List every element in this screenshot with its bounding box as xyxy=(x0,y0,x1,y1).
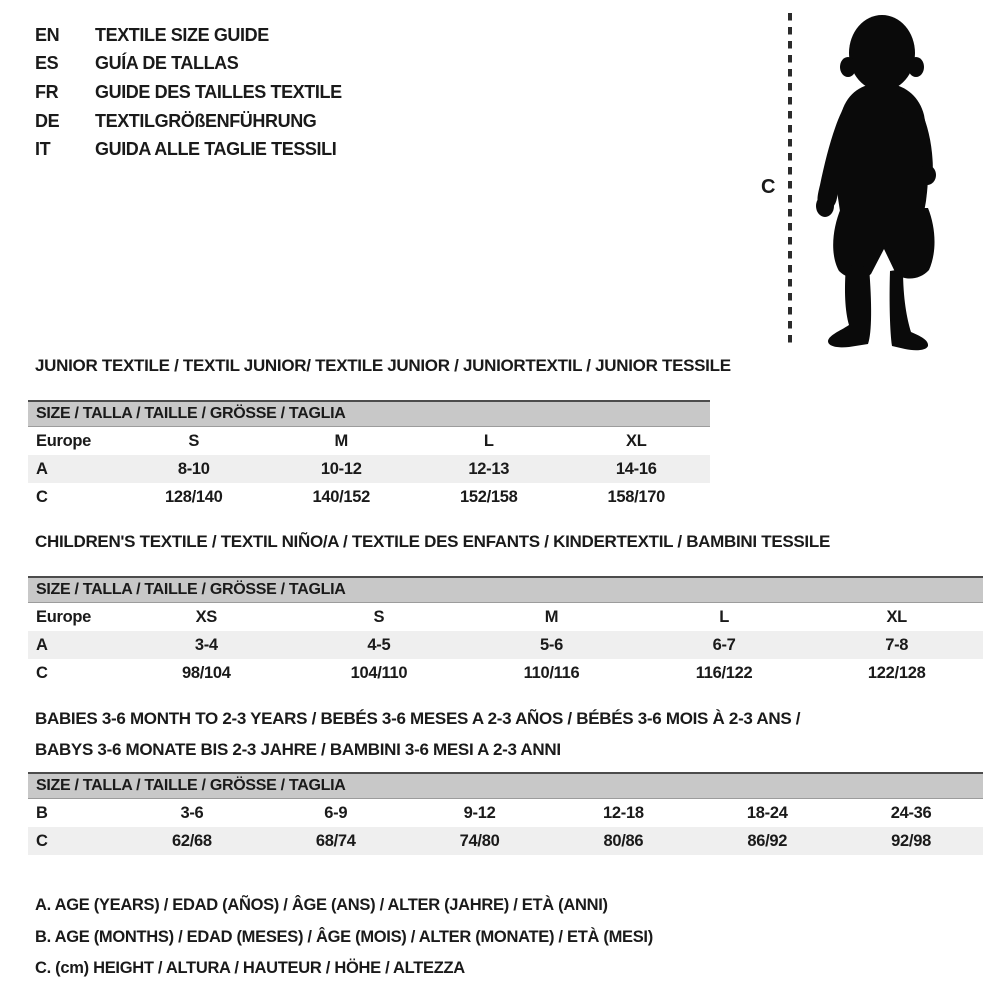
footnote-a: A. AGE (YEARS) / EDAD (AÑOS) / ÂGE (ANS) / ALTER (JAHRE) / ETÀ (ANNI) xyxy=(35,896,608,914)
language-label: TEXTILGRÖßENFÜHRUNG xyxy=(95,110,317,131)
table-row xyxy=(28,455,710,483)
cell: 5-6 xyxy=(540,635,563,654)
language-row-fr xyxy=(35,78,342,107)
cell: 10-12 xyxy=(320,459,362,478)
table-row xyxy=(28,799,983,828)
babies-title-line-2: BABYS 3-6 MONATE BIS 2-3 JAHRE / BAMBINI 3-6 MESI A 2-3 ANNI xyxy=(35,740,561,759)
cell: 8-10 xyxy=(177,459,210,478)
cell: 158/170 xyxy=(607,487,666,506)
cell: 98/104 xyxy=(181,663,231,682)
cell: S xyxy=(373,607,385,626)
row-label: C xyxy=(36,831,48,850)
row-label: A xyxy=(36,459,48,478)
table-row xyxy=(28,631,983,659)
language-row-en xyxy=(35,21,342,50)
footnote-c: C. (cm) HEIGHT / ALTURA / HAUTEUR / HÖHE / ALTEZZA xyxy=(35,959,465,977)
table-row xyxy=(28,603,983,632)
cell: 12-13 xyxy=(468,459,510,478)
toddler-silhouette-shape xyxy=(816,15,936,350)
language-label: GUIDE DES TAILLES TEXTILE xyxy=(95,81,342,102)
language-label: TEXTILE SIZE GUIDE xyxy=(95,24,269,45)
cell: 80/86 xyxy=(603,831,644,850)
row-label: Europe xyxy=(36,607,92,626)
row-label: A xyxy=(36,635,48,654)
footnote-b: B. AGE (MONTHS) / EDAD (MESES) / ÂGE (MOIS) / ALTER (MONATE) / ETÀ (MESI) xyxy=(35,927,653,946)
cell: 14-16 xyxy=(615,459,657,478)
cell: 68/74 xyxy=(315,831,356,850)
language-row-it xyxy=(35,135,342,164)
cell: M xyxy=(544,607,559,626)
table-row xyxy=(28,827,983,855)
cell: 18-24 xyxy=(746,803,788,822)
babies-section-title xyxy=(35,703,800,765)
cell: 6-7 xyxy=(712,635,736,654)
toddler-silhouette-icon xyxy=(745,3,995,353)
cell: L xyxy=(483,431,494,450)
cell: 110/116 xyxy=(523,663,580,682)
table-row xyxy=(28,659,983,687)
children-size-table xyxy=(28,576,983,687)
language-row-es xyxy=(35,50,342,79)
cell: 140/152 xyxy=(312,487,371,506)
language-row-de xyxy=(35,107,342,136)
babies-title-line-1: BABIES 3-6 MONTH TO 2-3 YEARS / BEBÉS 3-6 MESES A 2-3 AÑOS / BÉBÉS 3-6 MOIS À 2-3 ANS / xyxy=(35,709,801,728)
cell: 122/128 xyxy=(867,663,926,682)
row-label: C xyxy=(36,487,48,506)
table-row xyxy=(28,427,710,456)
footnotes xyxy=(35,890,653,985)
language-code: IT xyxy=(35,139,51,160)
language-code: ES xyxy=(35,53,59,74)
cell: 4-5 xyxy=(367,635,391,654)
cell: 12-18 xyxy=(603,803,644,822)
cell: 152/158 xyxy=(459,487,518,506)
children-section-title: CHILDREN'S TEXTILE / TEXTIL NIÑO/A / TEXTILE DES ENFANTS / KINDERTEXTIL / BAMBINI TESSILE xyxy=(35,532,830,551)
cell: 3-4 xyxy=(194,635,218,654)
babies-size-table xyxy=(28,772,983,855)
cell: 128/140 xyxy=(164,487,223,506)
cell: 7-8 xyxy=(885,635,909,654)
table-row xyxy=(28,483,710,511)
language-label: GUIDA ALLE TAGLIE TESSILI xyxy=(95,139,337,160)
size-header-row xyxy=(28,577,983,603)
cell: 6-9 xyxy=(324,803,348,822)
size-header-bar: SIZE / TALLA / TAILLE / GRÖSSE / TAGLIA xyxy=(28,401,710,427)
cell: 3-6 xyxy=(180,803,204,822)
cell: M xyxy=(334,431,348,450)
cell: 86/92 xyxy=(747,831,788,850)
cell: 104/110 xyxy=(350,663,408,682)
language-list xyxy=(35,21,342,164)
cell: XL xyxy=(626,431,647,450)
language-code: EN xyxy=(35,24,60,45)
language-code: DE xyxy=(35,110,60,131)
cell: 92/98 xyxy=(891,831,931,850)
cell: XS xyxy=(195,607,217,626)
size-header-row xyxy=(28,773,983,799)
row-label: B xyxy=(36,803,48,822)
cell: 74/80 xyxy=(459,831,500,850)
cell: S xyxy=(188,431,200,450)
junior-size-table xyxy=(28,400,710,511)
size-header-bar: SIZE / TALLA / TAILLE / GRÖSSE / TAGLIA xyxy=(28,577,983,603)
cell: 62/68 xyxy=(172,831,212,850)
size-header-bar: SIZE / TALLA / TAILLE / GRÖSSE / TAGLIA xyxy=(28,773,983,799)
cell: 116/122 xyxy=(695,663,753,682)
cell: XL xyxy=(886,607,907,626)
height-marker-label: C xyxy=(761,176,776,198)
language-code: FR xyxy=(35,81,59,102)
row-label: C xyxy=(36,663,48,682)
cell: L xyxy=(719,607,729,626)
cell: 9-12 xyxy=(463,803,496,822)
junior-section-title: JUNIOR TEXTILE / TEXTIL JUNIOR/ TEXTILE JUNIOR / JUNIORTEXTIL / JUNIOR TESSILE xyxy=(35,356,731,375)
language-label: GUÍA DE TALLAS xyxy=(95,53,239,74)
size-header-row xyxy=(28,401,710,427)
cell: 24-36 xyxy=(890,803,932,822)
row-label: Europe xyxy=(36,431,92,450)
